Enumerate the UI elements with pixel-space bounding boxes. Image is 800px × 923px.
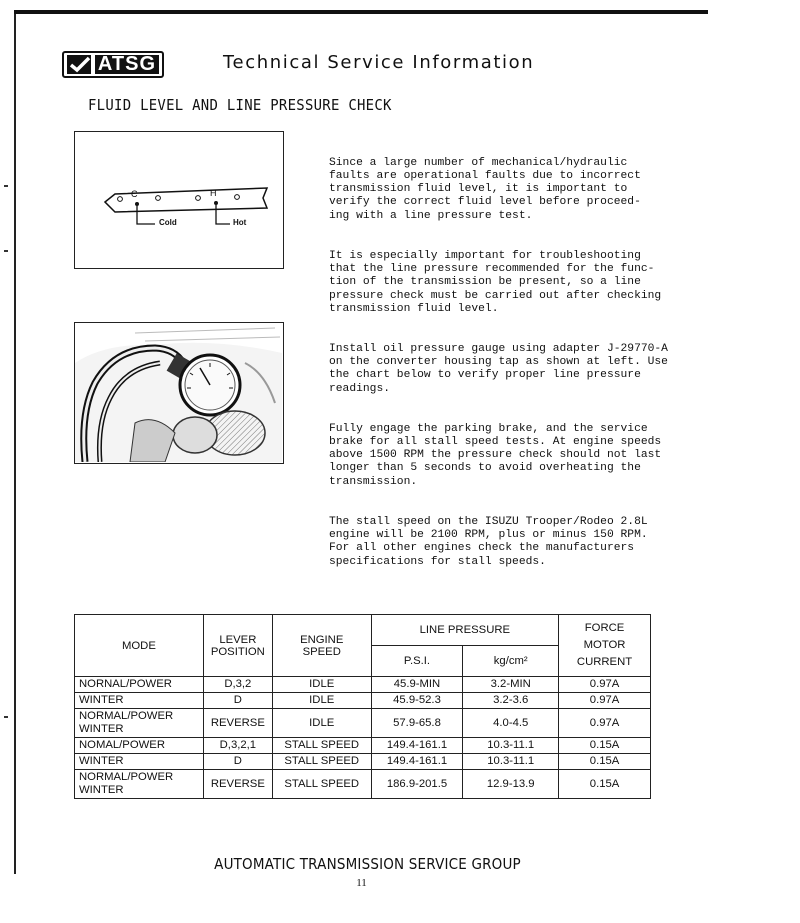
- cell-mode: NORNAL/POWER: [75, 677, 204, 693]
- cell-engine-speed: IDLE: [272, 693, 371, 709]
- cell-kg-cm2: 4.0-4.5: [463, 709, 559, 738]
- table-row: [75, 693, 651, 709]
- logo-check-icon: [67, 55, 91, 74]
- cell-engine-speed: STALL SPEED: [272, 770, 371, 799]
- cell-mode: WINTER: [75, 754, 204, 770]
- atsg-logo: [62, 51, 164, 78]
- header-force-motor-current: FORCE MOTOR CURRENT: [559, 615, 651, 677]
- cell-kg-cm2: 3.2-MIN: [463, 677, 559, 693]
- cell-force-motor-current: 0.15A: [559, 770, 651, 799]
- page-number: 11: [356, 877, 367, 889]
- cell-lever-position: D,3,2,1: [203, 738, 272, 754]
- cell-psi: 45.9-MIN: [371, 677, 463, 693]
- header-psi: P.S.I.: [371, 646, 463, 677]
- header-lever-position: LEVER POSITION: [203, 615, 272, 677]
- cell-psi: 149.4-161.1: [371, 754, 463, 770]
- hot-mark: H: [210, 188, 217, 198]
- cell-psi: 57.9-65.8: [371, 709, 463, 738]
- table-row: [75, 770, 651, 799]
- cell-lever-position: REVERSE: [203, 770, 272, 799]
- table-row: [75, 709, 651, 738]
- footer-org: AUTOMATIC TRANSMISSION SERVICE GROUP: [214, 855, 521, 873]
- cell-psi: 186.9-201.5: [371, 770, 463, 799]
- paragraph: The stall speed on the ISUZU Trooper/Rodeo 2.8L engine will be 2100 RPM, plus or minus 150 RPM. For all other engines check the manufacturers specifications for stall speeds.: [329, 515, 648, 568]
- cell-mode: WINTER: [75, 693, 204, 709]
- top-rule: [14, 10, 708, 14]
- logo-text: ATSG: [95, 55, 159, 74]
- cell-engine-speed: IDLE: [272, 677, 371, 693]
- cell-engine-speed: IDLE: [272, 709, 371, 738]
- cell-engine-speed: STALL SPEED: [272, 738, 371, 754]
- paragraph: Fully engage the parking brake, and the service brake for all stall speed tests. At engine speeds above 1500 RPM the pressure check should not last longer than 5 seconds to avoid overheating the transmission.: [329, 422, 662, 488]
- cell-kg-cm2: 3.2-3.6: [463, 693, 559, 709]
- cell-mode: NORMAL/POWER WINTER: [75, 770, 204, 799]
- pressure-gauge-figure: [74, 322, 284, 464]
- dipstick-illustration: [75, 132, 282, 267]
- cell-force-motor-current: 0.15A: [559, 754, 651, 770]
- margin-tick: [4, 185, 8, 187]
- header-mode: MODE: [75, 615, 204, 677]
- cell-kg-cm2: 10.3-11.1: [463, 754, 559, 770]
- paragraph: It is especially important for troubleshooting that the line pressure recommended for the func- tion of the transmission be present, so a line pressure check must be carried out after checking transmission fluid level.: [329, 249, 662, 315]
- header-kg-cm2: kg/cm²: [463, 646, 559, 677]
- instructions-text: [329, 130, 689, 582]
- cell-mode: NOMAL/POWER: [75, 738, 204, 754]
- cold-mark: C: [131, 189, 138, 199]
- table-row: [75, 754, 651, 770]
- header-engine-speed: ENGINE SPEED: [272, 615, 371, 677]
- line-pressure-table: [74, 614, 651, 799]
- paragraph: Since a large number of mechanical/hydraulic faults are operational faults due to incorrect transmission fluid level, it is important to verify the correct fluid level before proceed- ing with a line pressure test.: [329, 156, 641, 222]
- cell-kg-cm2: 12.9-13.9: [463, 770, 559, 799]
- cell-mode: NORMAL/POWER WINTER: [75, 709, 204, 738]
- section-title: FLUID LEVEL AND LINE PRESSURE CHECK: [88, 96, 392, 114]
- cell-force-motor-current: 0.97A: [559, 709, 651, 738]
- cell-lever-position: REVERSE: [203, 709, 272, 738]
- pressure-gauge-illustration: [75, 323, 282, 462]
- table-row: [75, 738, 651, 754]
- paragraph: Install oil pressure gauge using adapter J-29770-A on the converter housing tap as shown at left. Use the chart below to verify proper line pressure readings.: [329, 342, 668, 395]
- header-title: Technical Service Information: [223, 52, 535, 73]
- cell-lever-position: D: [203, 693, 272, 709]
- cell-lever-position: D,3,2: [203, 677, 272, 693]
- header-line-pressure: LINE PRESSURE: [371, 615, 558, 646]
- cell-engine-speed: STALL SPEED: [272, 754, 371, 770]
- hot-label: Hot: [233, 218, 247, 227]
- table-row: [75, 677, 651, 693]
- cell-force-motor-current: 0.97A: [559, 693, 651, 709]
- left-margin-rule: [14, 14, 16, 874]
- cell-psi: 45.9-52.3: [371, 693, 463, 709]
- cell-kg-cm2: 10.3-11.1: [463, 738, 559, 754]
- cell-lever-position: D: [203, 754, 272, 770]
- cell-force-motor-current: 0.97A: [559, 677, 651, 693]
- dipstick-figure: [74, 131, 284, 269]
- cell-force-motor-current: 0.15A: [559, 738, 651, 754]
- cold-label: Cold: [159, 218, 177, 227]
- cell-psi: 149.4-161.1: [371, 738, 463, 754]
- margin-tick: [4, 716, 8, 718]
- margin-tick: [4, 250, 8, 252]
